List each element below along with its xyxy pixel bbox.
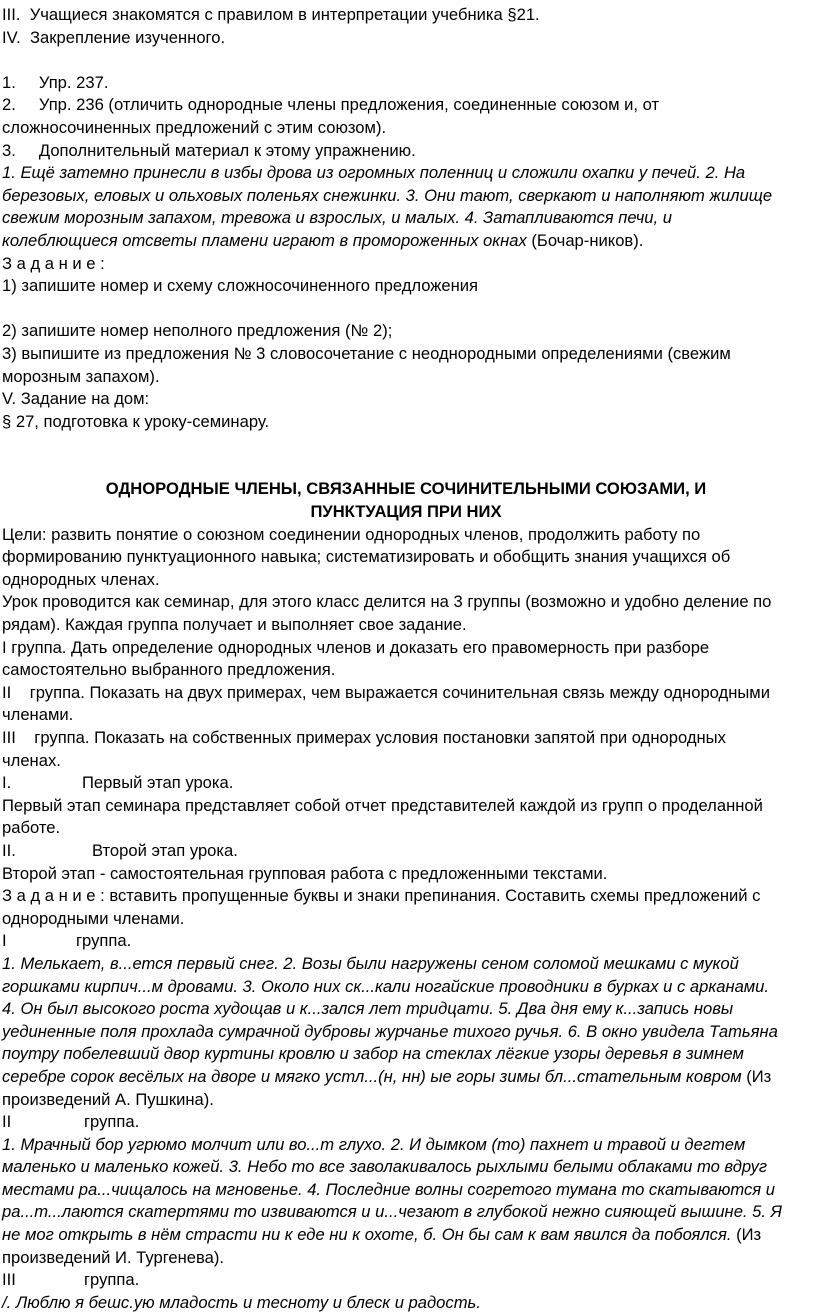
group1-text-line: 1. Мелькает, в...ется первый снег. 2. Возы были нагружены сеном соломой мешками с мукой (2, 953, 739, 973)
example-italic: колеблющиеся отсветы пламени играют в промороженных окнах (2, 230, 527, 250)
goals-line: Цели: развить понятие о союзном соединении однородных членов, продолжить работу по (2, 524, 701, 544)
group2-heading (2, 1111, 810, 1134)
section-title (2, 478, 810, 523)
stage-number: I. (2, 773, 12, 793)
list-item-iii (2, 4, 810, 27)
spacer (2, 433, 810, 456)
group1-line: I группа. Дать определение однородных членов и доказать его правомерность при разборе (2, 637, 710, 657)
stage2-heading (2, 840, 810, 863)
goals-line: однородных членах. (2, 569, 160, 589)
group2-line: членами. (2, 705, 74, 725)
group3-text-line: /. Люблю я бешс.ую младость и тесноту и блеск и радость. (2, 1292, 481, 1312)
group2-text-line: 1. Мрачный бор угрюмо молчит или во...т глухо. 2. И дымком (то) пахнет и травой и дегтем (2, 1134, 746, 1154)
exercise-item-3 (2, 140, 810, 163)
group2-text-line: ра...т...лаются скатертями то извиваются и и...чезают в глубокой нежно сияющей вышине. 5. Я (2, 1202, 782, 1222)
stage1-line: Первый этап семинара представляет собой отчет представителей каждой из групп о проделанной (2, 795, 763, 815)
stage-title: Первый этап урока. (82, 773, 234, 793)
group1-text-line (2, 1066, 810, 1089)
example-author: (Бочар-ников). (531, 230, 644, 250)
stage2-line: Второй этап - самостоятельная групповая работа с предложенными текстами. (2, 863, 608, 883)
group2-text-line: маленько и маленько кожей. 3. Небо то все заволакивалось рыхлыми белыми облаками то вдруг (2, 1157, 768, 1177)
group-number: II (2, 1112, 12, 1132)
section-title-line: ОДНОРОДНЫЕ ЧЛЕНЫ, СВЯЗАННЫЕ СОЧИНИТЕЛЬНЫМИ СОЮЗАМИ, И (105, 479, 707, 499)
list-text: Учащиеся знакомятся с правилом в интерпретации учебника §21. (29, 5, 540, 24)
group-text: группа. Показать на собственных примерах условия постановки запятой при однородных (34, 728, 726, 747)
example-text-line: березовых, еловых и ольховых поленьях снежинки. 3. Они тают, сверкают и наполняют жилище (2, 185, 773, 205)
stage1-heading (2, 772, 810, 795)
exercise-item-1 (2, 72, 810, 95)
group2-text-line (2, 1224, 810, 1247)
group3-heading (2, 1269, 810, 1292)
group2-line (2, 682, 810, 705)
stage-number: II. (2, 840, 16, 860)
group2-tail: (Из (736, 1225, 762, 1245)
group-label: группа. (84, 1112, 140, 1132)
group-text: группа. Показать на двух примерах, чем выражается сочинительная связь между однородными (29, 682, 770, 702)
group-number: II (2, 682, 12, 702)
stage1-line: работе. (2, 818, 61, 838)
group2-source: произведений И. Тургенева). (2, 1247, 225, 1267)
document-page (2, 4, 810, 1314)
group-label: группа. (84, 1270, 140, 1290)
example-text-line: 1. Ещё затемно принесли в избы дрова из огромных поленниц и сложили охапки у печей. 2. На (2, 163, 746, 183)
group-number: I (2, 931, 7, 951)
list-text: Упр. 237. (38, 72, 109, 92)
list-text: Упр. 236 (отличить однородные члены предложения, соединенные союзом и, от (38, 95, 660, 115)
group1-heading (2, 930, 810, 953)
group-number: III (2, 1270, 16, 1290)
section-title-line: ПУНКТУАЦИЯ ПРИ НИХ (310, 502, 502, 522)
spacer (2, 49, 810, 72)
task-text: вставить пропущенные буквы и знаки препинания. Составить схемы предложений с (109, 886, 761, 906)
homework-label: V. Задание на дом: (2, 389, 150, 409)
group1-source: произведений А. Пушкина). (2, 1089, 214, 1109)
list-number: 2. (2, 95, 16, 115)
group2-text-line: местами ра...чищалось на мгновенье. 4. Последние волны согретого тумана то скатываются и (2, 1179, 775, 1199)
group1-text-line: горшками кирпич...м дровами. 3. Около них ск...кали ногайские проводники в бурках и с арканами. (2, 976, 770, 996)
group3-line: членах. (2, 750, 61, 770)
task-label: З а д а н и е : (2, 886, 105, 906)
seminar-line: Урок проводится как семинар, для этого класс делится на 3 группы (возможно и удобно деление по (2, 592, 772, 612)
task-item-3-cont: морозным запахом). (2, 366, 160, 386)
list-text: Дополнительный материал к этому упражнению. (38, 140, 416, 160)
group-label: группа. (76, 931, 132, 951)
group1-italic: серебре сорок весёлых на дворе и мягко устл...(н, нн) ые горы зимы бл...стательным ковром (2, 1066, 742, 1086)
task-label: З а д а н и е : (2, 253, 105, 273)
task-item-1: 1) запишите номер и схему сложносочиненного предложения (2, 276, 479, 296)
group1-tail: (Из (746, 1066, 772, 1086)
list-number: IV. (2, 27, 21, 47)
group3-line (2, 727, 810, 750)
list-number: III. (2, 5, 21, 24)
exercise-item-2 (2, 94, 810, 117)
task-item-3: 3) выпишите из предложения № 3 словосочетание с неоднородными определениями (свежим (2, 343, 731, 363)
group1-text-line: 4. Он был высокого роста худощав и к...зался лет тридцати. 5. Два дня ему к...запись новы (2, 999, 734, 1019)
group2-italic: не мог открыть в нём страсти ни к еде ни к охоте, б. Он бы сам к вам явился да побоялся. (2, 1225, 732, 1245)
group1-line: самостоятельно выбранного предложения. (2, 660, 336, 680)
example-text-line: свежим морозным запахом, тревожа и взрослых, и малых. 4. Затапливаются печи, и (2, 208, 672, 228)
group1-text-line: поутру побелевший двор куртины кровлю и забор на стеклах лёгкие узоры деревья в зимнем (2, 1044, 744, 1064)
group1-text-line: уединенные поля прохлада сумрачной дубровы журчанье тихого ручья. 6. В окно увидела Татьяна (2, 1021, 778, 1041)
task2-line: однородными членами. (2, 908, 185, 928)
task-item-2: 2) запишите номер неполного предложения (№ 2); (2, 321, 393, 341)
example-text-line (2, 230, 810, 253)
stage-title: Второй этап урока. (92, 840, 238, 860)
spacer (2, 298, 810, 321)
task2-line (2, 885, 810, 908)
group-number: III (2, 728, 16, 747)
list-item-iv (2, 27, 810, 50)
list-number: 3. (2, 140, 16, 160)
homework-text: § 27, подготовка к уроку-семинару. (2, 411, 270, 431)
goals-line: формированию пунктуационного навыка; систематизировать и обобщить знания учащихся об (2, 547, 731, 567)
list-text: Закрепление изученного. (30, 27, 226, 47)
list-number: 1. (2, 72, 16, 92)
seminar-line: рядам). Каждая группа получает и выполняет свое задание. (2, 615, 467, 635)
exercise-item-2-cont: сложносочиненных предложений с этим союзом). (2, 117, 387, 137)
spacer (2, 456, 810, 479)
